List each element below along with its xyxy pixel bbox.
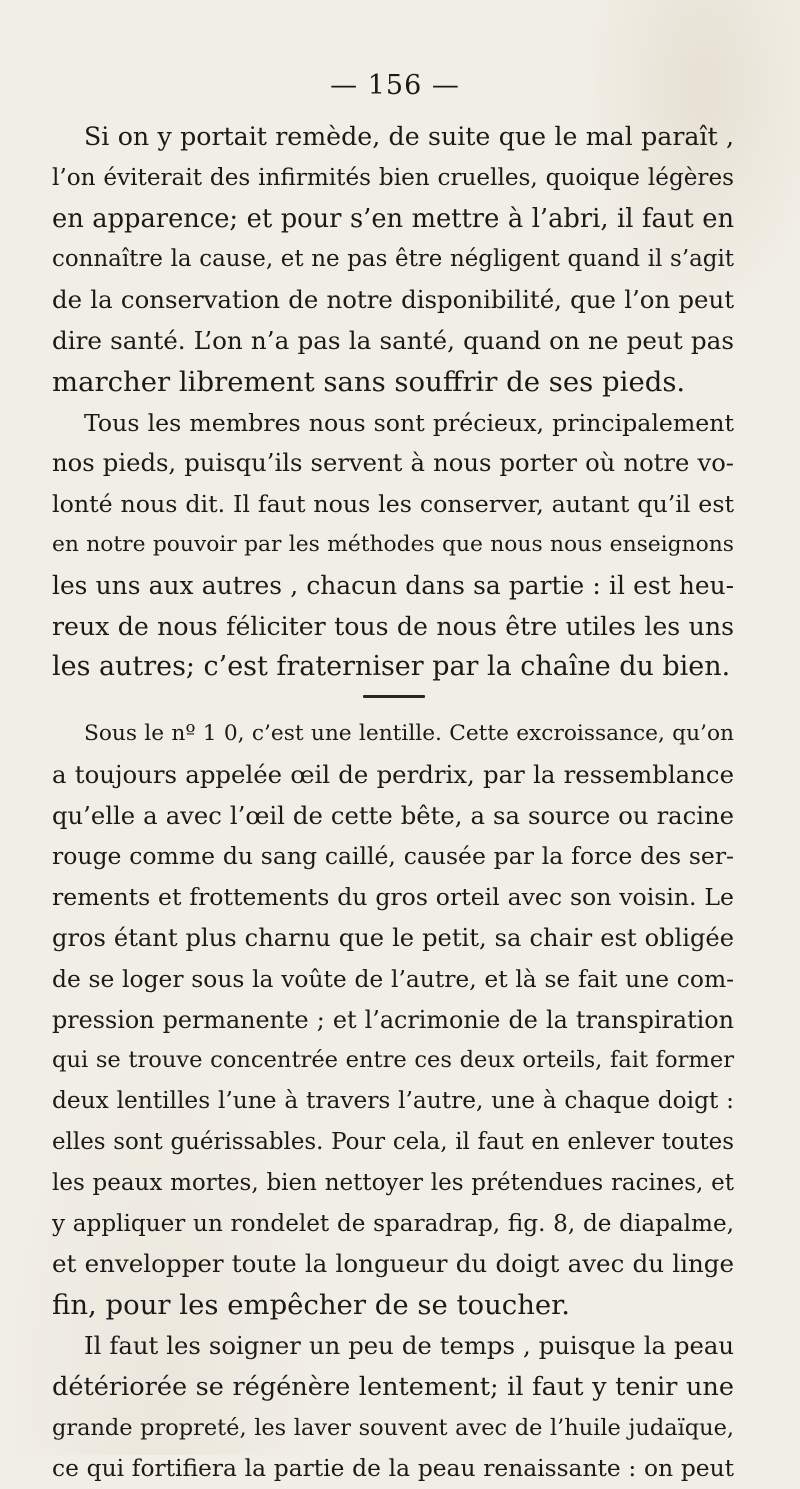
text-line: pression permanente ; et l’acrimonie de la transpiration	[52, 1005, 734, 1034]
page-number: — 156 —	[330, 70, 460, 101]
text-line: connaître la cause, et ne pas être négligent quand il s’agit	[52, 246, 734, 273]
paragraph-4	[52, 1326, 734, 1489]
text-line: Sous le nº 1 0, c’est une lentille. Cette excroissance, qu’on	[84, 721, 734, 746]
text-line: rements et frottements du gros orteil avec son voisin. Le	[52, 883, 734, 912]
text-line: détériorée se régénère lentement; il faut y tenir une	[52, 1371, 734, 1402]
text-line: en apparence; et pour s’en mettre à l’abri, il faut en	[52, 203, 734, 234]
text-line: Tous les membres nous sont précieux, principalement	[84, 408, 734, 437]
text-line: dire santé. L’on n’a pas la santé, quand on ne peut pas	[52, 325, 734, 355]
text-line: qui se trouve concentrée entre ces deux orteils, fait former	[52, 1047, 734, 1074]
text-line: ce qui fortifiera la partie de la peau renaissante : on peut	[52, 1454, 734, 1483]
paragraph-2	[52, 403, 734, 689]
text-line: en notre pouvoir par les méthodes que nous nous enseignons	[52, 531, 734, 557]
text-line: les autres; c’est fraterniser par la chaîne du bien.	[52, 651, 731, 683]
text-line: rouge comme du sang caillé, causée par la force des ser-	[52, 842, 734, 871]
text-line: de la conservation de notre disponibilité, que l’on peut	[52, 285, 734, 315]
text-line: Il faut les soigner un peu de temps , puisque la peau	[84, 1331, 734, 1360]
text-line: gros étant plus charnu que le petit, sa chair est obligée	[52, 923, 734, 952]
text-line: les peaux mortes, bien nettoyer les prétendues racines, et	[52, 1169, 734, 1196]
paragraph-1	[52, 117, 734, 403]
text-line: de se loger sous la voûte de l’autre, et là se fait une com-	[52, 964, 734, 993]
section-divider	[363, 695, 425, 698]
text-line: Si on y portait remède, de suite que le mal paraît ,	[84, 122, 734, 151]
text-line: qu’elle a avec l’œil de cette bête, a sa source ou racine	[52, 800, 734, 830]
text-line: l’on éviterait des infirmités bien cruelles, quoique légères	[52, 164, 734, 191]
text-line: grande propreté, les laver souvent avec de l’huile judaïque,	[52, 1414, 734, 1441]
paragraph-3	[52, 714, 734, 1326]
text-line: deux lentilles l’une à travers l’autre, une à chaque doigt :	[52, 1087, 734, 1115]
text-line: et envelopper toute la longueur du doigt avec du linge	[52, 1249, 734, 1279]
text-line: reux de nous féliciter tous de nous être utiles les uns	[52, 611, 734, 641]
text-line: y appliquer un rondelet de sparadrap, fig. 8, de diapalme,	[52, 1210, 734, 1237]
text-line: elles sont guérissables. Pour cela, il faut en enlever toutes	[52, 1128, 734, 1155]
text-line: les uns aux autres , chacun dans sa partie : il est heu-	[52, 570, 734, 600]
text-line: fin, pour les empêcher de se toucher.	[52, 1289, 571, 1322]
text-line: nos pieds, puisqu’ils servent à nous porter où notre vo-	[52, 448, 734, 478]
text-line: a toujours appelée œil de perdrix, par la ressemblance	[52, 759, 734, 789]
text-line: lonté nous dit. Il faut nous les conserver, autant qu’il est	[52, 490, 734, 519]
text-line: marcher librement sans souffrir de ses pieds.	[52, 365, 686, 398]
